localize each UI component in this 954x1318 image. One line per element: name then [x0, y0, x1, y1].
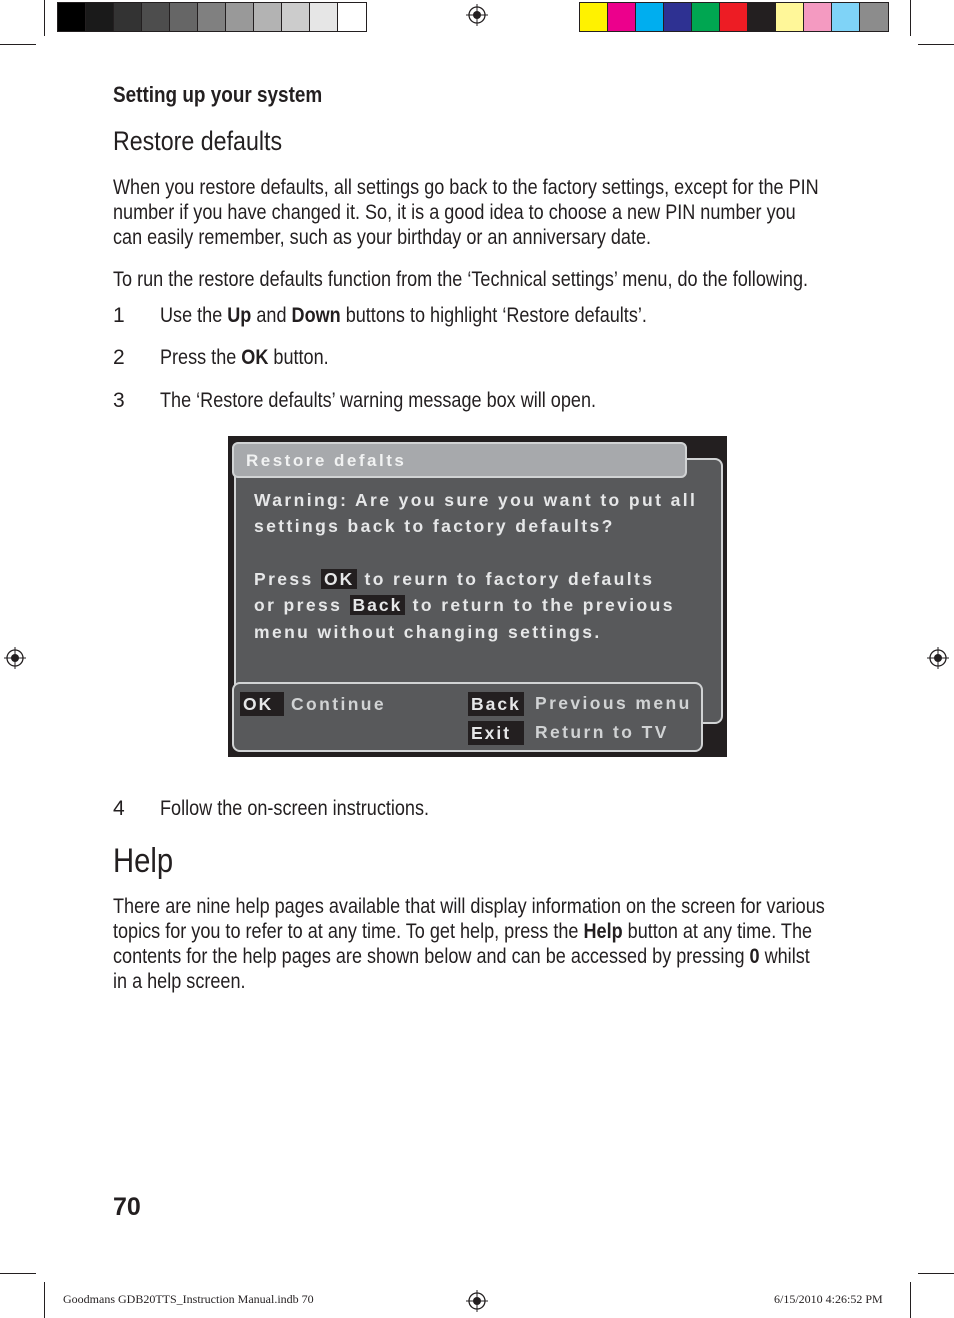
crop-mark	[44, 1282, 45, 1318]
footer-filename: Goodmans GDB20TTS_Instruction Manual.indb 70	[63, 1292, 314, 1306]
exit-key: Exit	[468, 721, 524, 745]
press-back-line	[254, 595, 675, 616]
back-key: Back	[468, 692, 524, 716]
color-swatch	[58, 3, 86, 31]
color-swatch	[254, 3, 282, 31]
zero-button-name: 0	[749, 945, 760, 968]
color-swatch	[692, 3, 720, 31]
return-to-tv-label: Return to TV	[535, 722, 669, 742]
dialog-footer	[232, 682, 703, 752]
footer-timestamp: 6/15/2010 4:26:52 PM	[774, 1292, 883, 1306]
color-swatch	[748, 3, 776, 31]
color-swatch	[226, 3, 254, 31]
help-text-part: button at any time. The	[622, 920, 813, 943]
help-line	[113, 919, 825, 944]
ok-key: OK	[240, 692, 284, 716]
step-text	[160, 346, 329, 370]
help-heading: Help	[113, 842, 174, 880]
gray-calibration-bar	[57, 2, 367, 32]
color-swatch	[310, 3, 338, 31]
down-button-name: Down	[291, 304, 341, 327]
restore-dialog-title: Restore defalts	[246, 451, 407, 470]
step-text-part: Use the	[160, 304, 228, 327]
crop-mark	[910, 0, 911, 36]
step-text	[160, 304, 647, 328]
color-swatch	[664, 3, 692, 31]
crop-mark	[918, 44, 954, 45]
step-text: Follow the on-screen instructions.	[160, 797, 430, 820]
intro-line: can easily remember, such as your birthday or an anniversary date.	[113, 226, 652, 249]
color-swatch	[832, 3, 860, 31]
crop-mark	[918, 1273, 954, 1274]
help-button-name: Help	[583, 920, 623, 943]
color-swatch	[142, 3, 170, 31]
restore-dialog-title-bar	[232, 442, 687, 478]
dialog-text-part: to reurn to factory defaults	[357, 569, 655, 589]
color-swatch	[804, 3, 832, 31]
back-key-label: Back	[350, 595, 406, 615]
registration-mark-icon	[466, 4, 488, 26]
dialog-text-part: or press	[254, 595, 350, 615]
color-swatch	[86, 3, 114, 31]
step-number: 1	[113, 304, 125, 327]
ok-key-label: OK	[321, 569, 357, 589]
intro-line: When you restore defaults, all settings go back to the factory settings, except for the PIN	[113, 176, 819, 199]
help-text-part: contents for the help pages are shown below and can be accessed by pressing	[113, 945, 750, 968]
color-swatch	[860, 3, 888, 31]
page-number: 70	[113, 1193, 141, 1221]
crop-mark	[910, 1282, 911, 1318]
color-swatch	[114, 3, 142, 31]
help-paragraph	[113, 894, 825, 994]
registration-mark-icon	[466, 1290, 488, 1312]
intro-line: number if you have changed it. So, it is a good idea to choose a new PIN number you	[113, 201, 796, 224]
restore-run-line: To run the restore defaults function from the ‘Technical settings’ menu, do the following.	[113, 268, 809, 291]
color-swatch	[338, 3, 366, 31]
color-swatch	[198, 3, 226, 31]
color-swatch	[170, 3, 198, 31]
color-calibration-bar	[579, 2, 889, 32]
step-text-part: button.	[268, 346, 329, 369]
step-number: 3	[113, 389, 125, 412]
step-text: The ‘Restore defaults’ warning message box will open.	[160, 389, 597, 412]
help-text-part: whilst	[759, 945, 810, 968]
previous-menu-label: Previous menu	[535, 693, 692, 713]
crop-mark	[44, 0, 45, 36]
color-swatch	[636, 3, 664, 31]
ok-button-name: OK	[241, 346, 269, 369]
restore-intro	[113, 175, 819, 250]
warning-line: settings back to factory defaults?	[254, 516, 615, 536]
help-text-part: topics for you to refer to at any time. To get help, press the	[113, 920, 584, 943]
registration-mark-icon	[4, 647, 26, 669]
help-line: There are nine help pages available that will display information on the screen for various	[113, 895, 825, 918]
registration-mark-icon	[927, 647, 949, 669]
up-button-name: Up	[227, 304, 252, 327]
continue-label: Continue	[291, 694, 387, 714]
color-swatch	[720, 3, 748, 31]
warning-line: Warning: Are you sure you want to put all	[254, 490, 698, 510]
color-swatch	[608, 3, 636, 31]
step-text-part: Press the	[160, 346, 242, 369]
help-line: in a help screen.	[113, 970, 246, 993]
crop-mark	[0, 44, 36, 45]
dialog-text-part: Press	[254, 569, 321, 589]
color-swatch	[580, 3, 608, 31]
step-number: 4	[113, 797, 125, 820]
color-swatch	[776, 3, 804, 31]
tv-screenshot	[228, 436, 727, 757]
step-number: 2	[113, 346, 125, 369]
restore-defaults-heading: Restore defaults	[113, 126, 283, 156]
section-label: Setting up your system	[113, 82, 323, 107]
step-text-part: buttons to highlight ‘Restore defaults’.	[340, 304, 647, 327]
step-text-part: and	[251, 304, 292, 327]
crop-mark	[0, 1273, 36, 1274]
menu-line: menu without changing settings.	[254, 622, 602, 642]
press-ok-line	[254, 569, 654, 590]
dialog-text-part: to return to the previous	[405, 595, 675, 615]
color-swatch	[282, 3, 310, 31]
help-line	[113, 944, 825, 969]
